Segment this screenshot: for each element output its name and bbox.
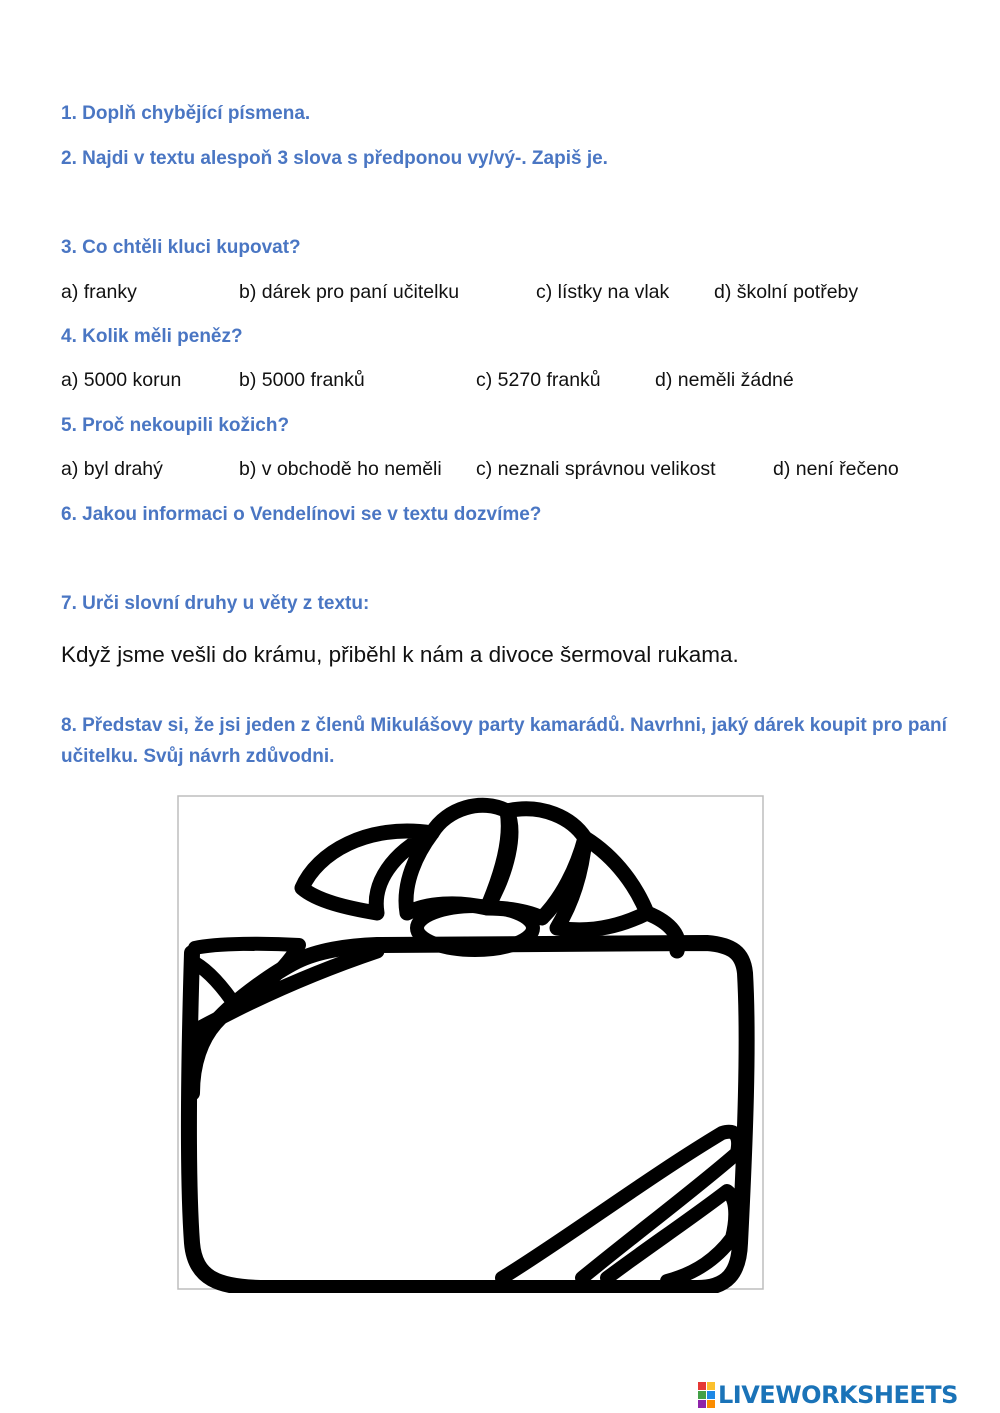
question-3: 3. Co chtěli kluci kupovat?: [61, 237, 301, 258]
logo-block: [698, 1382, 706, 1390]
q3-option-a[interactable]: a) franky: [61, 281, 137, 303]
logo-block: [698, 1391, 706, 1399]
q4-option-a[interactable]: a) 5000 korun: [61, 369, 182, 391]
question-7: 7. Urči slovní druhy u věty z textu:: [61, 593, 370, 614]
question-2: 2. Najdi v textu alespoň 3 slova s předponou vy/vý-. Zapiš je.: [61, 148, 608, 169]
logo-blocks-icon: [698, 1382, 715, 1408]
q5-option-c[interactable]: c) neznali správnou velikost: [476, 458, 716, 480]
logo-block: [707, 1391, 715, 1399]
question-8: 8. Představ si, že jsi jeden z členů Mikulášovy party kamarádů. Navrhni, jaký dárek koupit pro paní učitelku. Svůj návrh zdůvodni.: [61, 715, 947, 767]
logo-block: [707, 1400, 715, 1408]
question-4: 4. Kolik měli peněz?: [61, 326, 243, 347]
q4-option-d[interactable]: d) neměli žádné: [655, 369, 794, 391]
q3-option-d[interactable]: d) školní potřeby: [714, 281, 859, 303]
q4-option-c[interactable]: c) 5270 franků: [476, 369, 601, 391]
q3-option-c[interactable]: c) lístky na vlak: [536, 281, 670, 303]
question-6: 6. Jakou informaci o Vendelínovi se v textu dozvíme?: [61, 504, 542, 525]
question-5: 5. Proč nekoupili kožich?: [61, 415, 290, 436]
logo-text: LIVEWORKSHEETS: [718, 1381, 958, 1409]
q5-option-a[interactable]: a) byl drahý: [61, 458, 163, 480]
liveworksheets-logo: [698, 1381, 958, 1409]
q5-option-d[interactable]: d) není řečeno: [773, 458, 899, 480]
q5-option-b[interactable]: b) v obchodě ho neměli: [239, 458, 442, 480]
question-1: 1. Doplň chybějící písmena.: [61, 103, 311, 124]
logo-block: [707, 1382, 715, 1390]
q7-sentence: Když jsme vešli do krámu, přiběhl k nám a divoce šermoval rukama.: [61, 642, 739, 667]
q3-option-b[interactable]: b) dárek pro paní učitelku: [239, 281, 460, 303]
gift-box-outline-icon: [177, 793, 765, 1293]
logo-block: [698, 1400, 706, 1408]
q4-option-b[interactable]: b) 5000 franků: [239, 369, 365, 391]
